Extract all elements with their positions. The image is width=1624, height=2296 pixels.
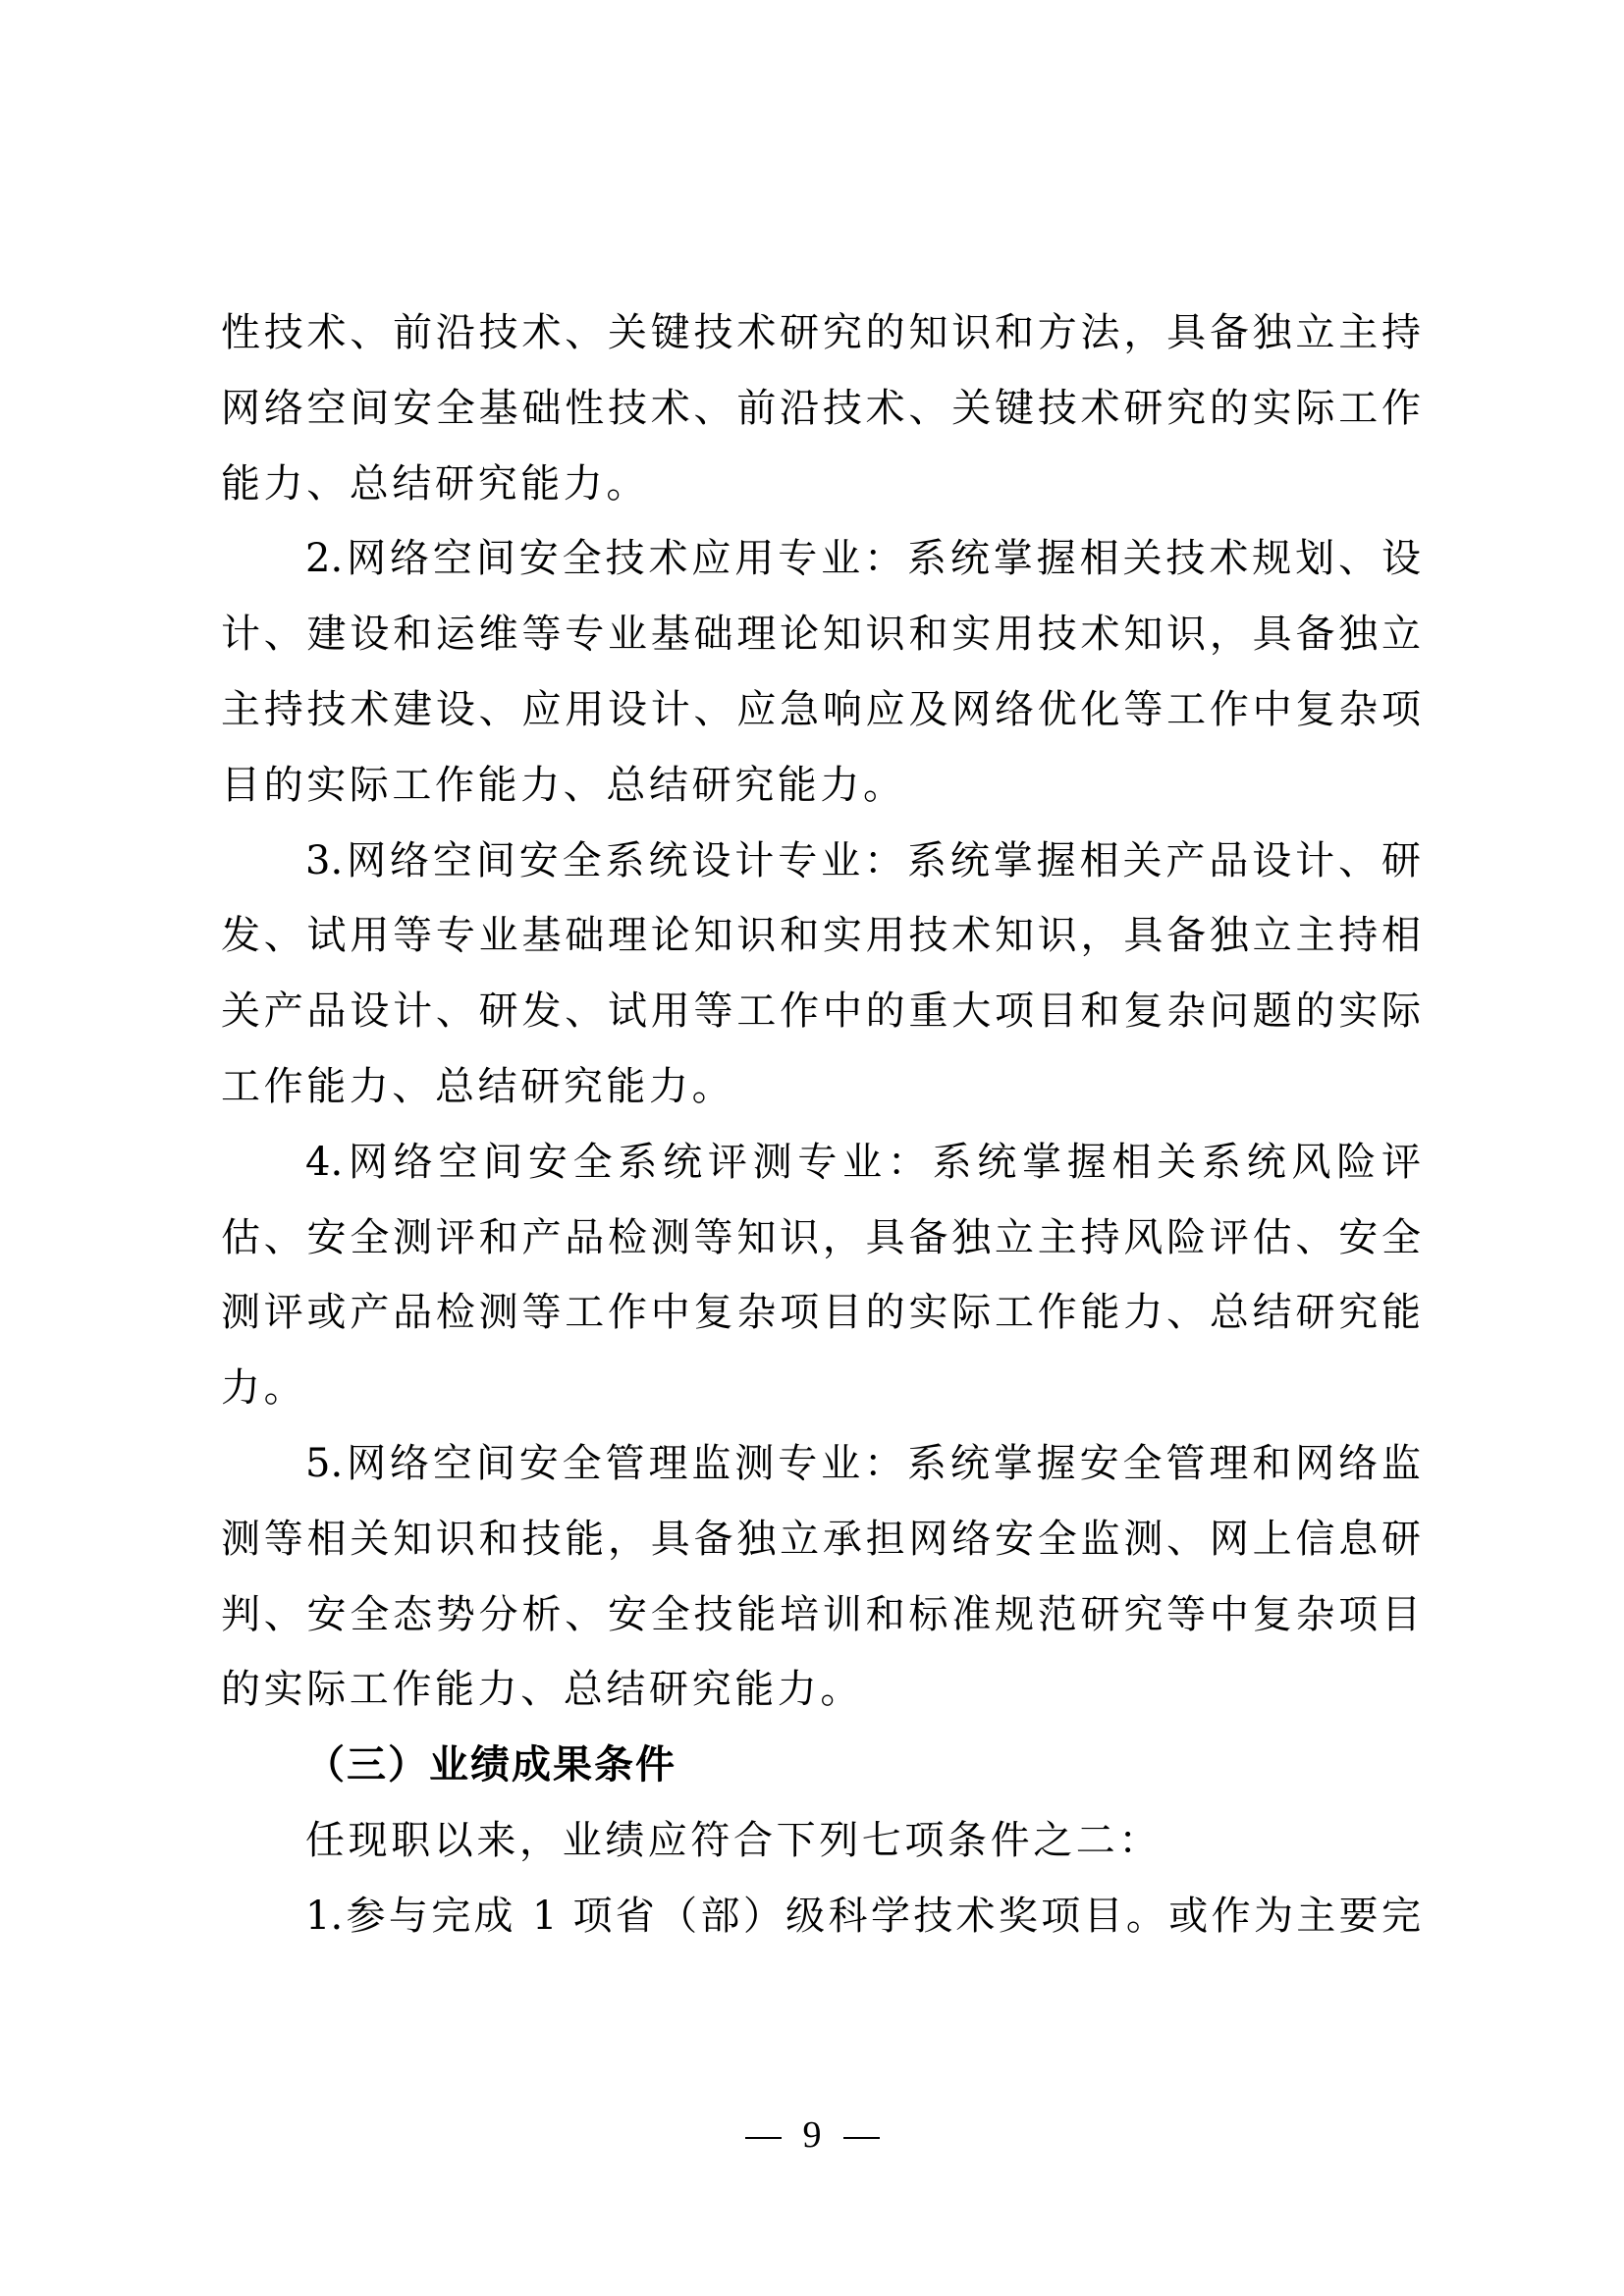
paragraph-continuation	[221, 295, 1421, 521]
paragraph-item-4	[221, 1125, 1421, 1426]
text-line: 性技术、前沿技术、关键技术研究的知识和方法，具备独立主持	[221, 310, 1421, 355]
text-line: 测等相关知识和技能，具备独立承担网络安全监测、网上信息研	[221, 1516, 1421, 1562]
paragraph-item-5	[221, 1426, 1421, 1728]
section-heading	[221, 1728, 1421, 1803]
text-line: 5.网络空间安全管理监测专业：系统掌握安全管理和网络监	[305, 1440, 1421, 1486]
text-line: 的实际工作能力、总结研究能力。	[221, 1667, 863, 1713]
paragraph-item-1	[221, 1879, 1421, 1954]
document-body	[221, 295, 1421, 1954]
text-line: 测评或产品检测等工作中复杂项目的实际工作能力、总结研究能	[221, 1290, 1421, 1336]
page-number-dash-left	[745, 2137, 782, 2139]
text-line: 关产品设计、研发、试用等工作中的重大项目和复杂问题的实际	[221, 988, 1421, 1035]
text-line: 3.网络空间安全系统设计专业：系统掌握相关产品设计、研	[305, 837, 1421, 883]
page-number-footer	[0, 2110, 1624, 2160]
text-line: 发、试用等专业基础理论知识和实用技术知识，具备独立主持相	[221, 913, 1421, 959]
heading-text: （三）业绩成果条件	[305, 1741, 677, 1789]
text-line: 主持技术建设、应用设计、应急响应及网络优化等工作中复杂项	[221, 686, 1421, 732]
text-line: 能力、总结研究能力。	[221, 460, 649, 507]
paragraph-item-2	[221, 521, 1421, 823]
text-line: 网络空间安全基础性技术、前沿技术、关键技术研究的实际工作	[221, 385, 1421, 431]
text-line: 工作能力、总结研究能力。	[221, 1063, 735, 1109]
paragraph-item-3	[221, 824, 1421, 1125]
page-number: 9	[802, 2114, 822, 2156]
text-line: 2.网络空间安全技术应用专业：系统掌握相关技术规划、设	[305, 536, 1421, 582]
text-line: 任现职以来，业绩应符合下列七项条件之二：	[305, 1817, 1162, 1863]
text-line: 估、安全测评和产品检测等知识，具备独立主持风险评估、安全	[221, 1214, 1421, 1260]
text-line: 力。	[221, 1365, 307, 1412]
text-line: 判、安全态势分析、安全技能培训和标准规范研究等中复杂项目	[221, 1591, 1421, 1637]
text-line: 目的实际工作能力、总结研究能力。	[221, 762, 906, 808]
text-line: 计、建设和运维等专业基础理论知识和实用技术知识，具备独立	[221, 612, 1421, 658]
text-line: 1.参与完成 1 项省（部）级科学技术奖项目。或作为主要完	[305, 1893, 1421, 1939]
text-line: 4.网络空间安全系统评测专业：系统掌握相关系统风险评	[305, 1139, 1421, 1185]
page-number-dash-right	[843, 2137, 880, 2139]
paragraph-intro	[221, 1803, 1421, 1879]
